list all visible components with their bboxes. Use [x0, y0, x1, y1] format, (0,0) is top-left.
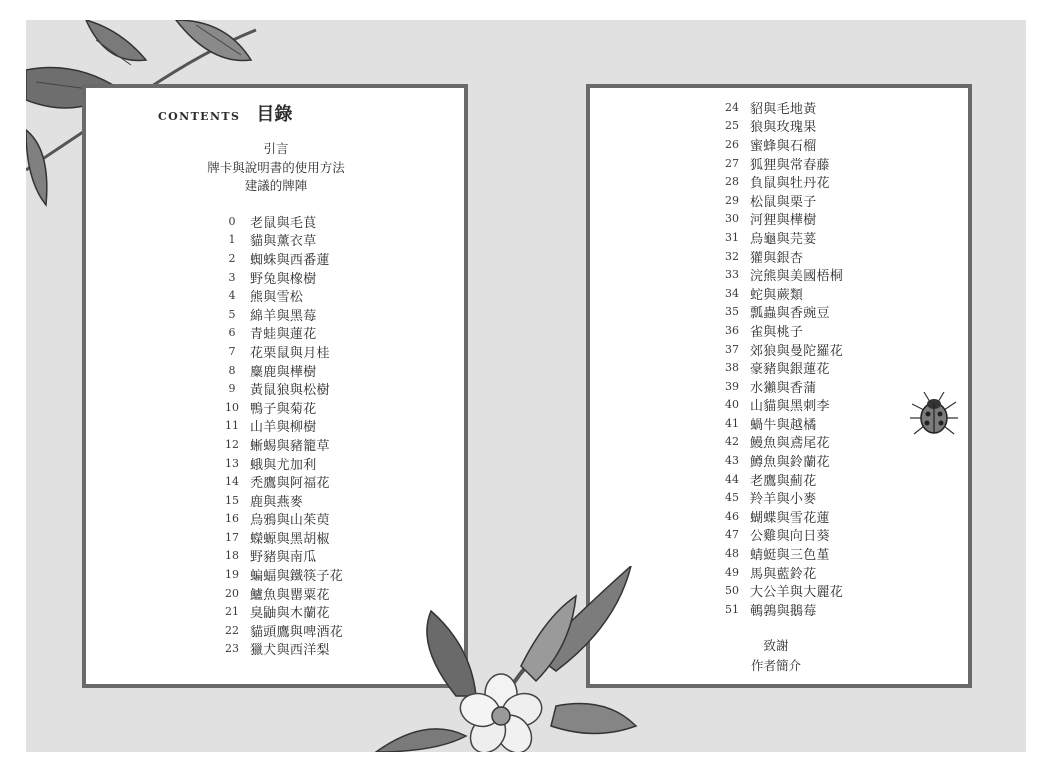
toc-entry-number: 46	[725, 509, 739, 523]
toc-entry-title: 雀與桃子	[750, 324, 804, 340]
toc-entry-title: 山羊與柳樹	[250, 420, 317, 436]
toc-entry-title: 蛇與蕨類	[750, 287, 804, 303]
contents-heading-en: CONTENTS	[158, 110, 241, 123]
toc-entry-title: 貓與薰衣草	[250, 234, 317, 250]
toc-entry[interactable]	[220, 640, 343, 659]
front-matter-item[interactable]: 引言	[263, 141, 289, 156]
toc-entry[interactable]	[720, 563, 843, 582]
toc-entry-title: 豪豬與銀蓮花	[750, 362, 830, 378]
toc-entry-number: 45	[725, 491, 739, 505]
toc-entry-number: 18	[225, 549, 239, 563]
toc-entry-title: 臭鼬與木蘭花	[250, 606, 330, 622]
toc-entry[interactable]	[220, 417, 343, 436]
toc-entry[interactable]	[720, 377, 843, 396]
toc-entry-title: 公雞與向日葵	[750, 529, 830, 545]
toc-entry-title: 青蛙與蓮花	[250, 327, 317, 343]
toc-entry-title: 綿羊與黑莓	[250, 308, 317, 324]
front-matter-item[interactable]: 牌卡與說明書的使用方法	[207, 159, 345, 175]
toc-entry-number: 42	[725, 435, 739, 449]
toc-entry-title: 花栗鼠與月桂	[250, 345, 330, 361]
toc-entry-number: 37	[725, 342, 739, 356]
front-matter-item[interactable]: 建議的牌陣	[244, 178, 308, 193]
toc-entry-number: 17	[225, 530, 239, 544]
toc-entry[interactable]	[720, 488, 843, 507]
toc-entry-title: 負鼠與牡丹花	[750, 176, 830, 192]
toc-entry[interactable]	[220, 361, 343, 380]
toc-entry-title: 鹿與燕麥	[250, 494, 304, 510]
toc-entry[interactable]	[220, 472, 343, 491]
toc-entry-title: 蝙蝠與鐵筷子花	[250, 569, 344, 585]
toc-entry-title: 蝸牛與越橘	[750, 417, 817, 433]
toc-entry-title: 鱒魚與鈴蘭花	[750, 455, 830, 471]
toc-entry[interactable]	[720, 451, 843, 470]
toc-entry-number: 36	[725, 323, 739, 337]
toc-entry-number: 20	[225, 586, 239, 600]
toc-entry-title: 烏龜與芫荽	[750, 231, 817, 247]
toc-entry[interactable]	[220, 249, 343, 268]
toc-entry[interactable]	[220, 212, 343, 231]
toc-entry[interactable]	[220, 528, 343, 547]
toc-entry-number: 27	[725, 156, 739, 170]
toc-entry-number: 14	[225, 475, 239, 489]
toc-entry-number: 26	[725, 137, 739, 151]
toc-entry-title: 河狸與樺樹	[750, 213, 817, 229]
toc-entry-number: 12	[225, 437, 239, 451]
toc-entry-title: 松鼠與栗子	[750, 194, 817, 210]
toc-entry[interactable]	[220, 565, 343, 584]
toc-list-left	[220, 212, 343, 658]
toc-entry-number: 34	[725, 286, 739, 300]
toc-entry-number: 24	[725, 100, 739, 114]
toc-entry-title: 蜘蛛與西番蓮	[250, 252, 330, 268]
toc-entry-title: 大公羊與大麗花	[750, 585, 844, 601]
toc-entry-title: 獾與銀杏	[750, 250, 804, 266]
toc-entry[interactable]	[720, 340, 843, 359]
toc-entry-number: 19	[225, 568, 239, 582]
toc-entry-number: 30	[725, 212, 739, 226]
toc-entry-number: 44	[725, 472, 739, 486]
flower-icon	[346, 566, 646, 752]
toc-entry[interactable]	[720, 135, 843, 154]
toc-entry[interactable]	[220, 454, 343, 473]
toc-entry[interactable]	[720, 303, 843, 322]
toc-entry-title: 蝴蝶與雪花蓮	[750, 510, 830, 526]
toc-entry[interactable]	[220, 547, 343, 566]
toc-entry-number: 6	[228, 326, 236, 340]
toc-entry-number: 39	[725, 379, 739, 393]
toc-entry[interactable]	[220, 584, 343, 603]
toc-entry[interactable]	[720, 154, 843, 173]
toc-entry-title: 馬與藍鈴花	[750, 566, 817, 582]
toc-entry-title: 獵犬與西洋梨	[250, 643, 330, 659]
toc-entry-title: 鱸魚與罌粟花	[250, 587, 330, 603]
toc-entry[interactable]	[720, 526, 843, 545]
toc-entry[interactable]	[720, 321, 843, 340]
toc-entry-title: 貂與毛地黃	[750, 101, 817, 117]
toc-entry[interactable]	[720, 581, 843, 600]
toc-entry[interactable]	[220, 621, 343, 640]
toc-entry-title: 浣熊與美國梧桐	[750, 269, 844, 285]
toc-entry[interactable]	[720, 507, 843, 526]
toc-entry[interactable]	[720, 172, 843, 191]
toc-entry-number: 33	[725, 268, 739, 282]
toc-entry[interactable]	[720, 284, 843, 303]
toc-entry-number: 2	[228, 251, 236, 265]
toc-entry-title: 黃鼠狼與松樹	[250, 383, 330, 399]
back-matter-item[interactable]: 致謝	[763, 638, 789, 653]
toc-entry-number: 5	[228, 307, 236, 321]
toc-entry-number: 43	[725, 454, 739, 468]
toc-entry[interactable]	[720, 228, 843, 247]
toc-entry[interactable]	[220, 305, 343, 324]
contents-heading-zh: 目錄	[256, 104, 293, 125]
toc-entry-title: 郊狼與曼陀羅花	[750, 343, 844, 359]
toc-entry-number: 41	[725, 416, 739, 430]
toc-entry-number: 23	[225, 642, 239, 656]
toc-entry-number: 0	[228, 214, 236, 228]
toc-entry-title: 水獺與香蒲	[750, 380, 817, 396]
toc-entry-number: 3	[228, 270, 236, 284]
toc-entry-title: 熊與雪松	[250, 290, 304, 306]
toc-entry-title: 鰻魚與鳶尾花	[750, 436, 830, 452]
toc-entry-number: 47	[725, 528, 739, 542]
toc-entry-title: 蛾與尤加利	[250, 457, 317, 473]
toc-entry-number: 31	[725, 230, 739, 244]
toc-entry[interactable]	[220, 398, 343, 417]
toc-entry-title: 貓頭鷹與啤酒花	[250, 624, 344, 640]
toc-entry[interactable]	[720, 470, 843, 489]
toc-entry[interactable]	[220, 510, 343, 529]
toc-entry-number: 13	[225, 456, 239, 470]
toc-entry-number: 4	[228, 289, 236, 303]
toc-entry[interactable]	[220, 268, 343, 287]
toc-entry-number: 25	[725, 119, 739, 133]
toc-entry-number: 16	[225, 512, 239, 526]
toc-entry[interactable]	[220, 435, 343, 454]
toc-entry[interactable]	[720, 358, 843, 377]
toc-entry-title: 禿鷹與阿福花	[250, 476, 330, 492]
toc-entry-title: 狐狸與常春藤	[750, 157, 830, 173]
toc-entry[interactable]	[720, 600, 843, 619]
toc-entry-number: 9	[228, 382, 236, 396]
toc-entry-title: 狼與玫瑰果	[750, 120, 817, 136]
toc-entry-title: 老鷹與薊花	[750, 473, 817, 489]
toc-entry[interactable]	[720, 98, 843, 117]
toc-entry[interactable]	[720, 191, 843, 210]
toc-entry-number: 7	[228, 344, 236, 358]
toc-entry-title: 老鼠與毛茛	[250, 215, 317, 231]
toc-entry[interactable]	[220, 491, 343, 510]
toc-entry[interactable]	[720, 433, 843, 452]
back-matter-item[interactable]: 作者簡介	[750, 658, 801, 673]
contents-heading	[158, 100, 292, 126]
book-spread	[26, 20, 1026, 752]
toc-entry-title: 山貓與黑刺李	[750, 399, 830, 415]
toc-entry-number: 50	[725, 584, 739, 598]
toc-entry-number: 29	[725, 193, 739, 207]
toc-entry-number: 10	[225, 400, 239, 414]
toc-entry[interactable]	[720, 414, 843, 433]
toc-entry[interactable]	[220, 602, 343, 621]
toc-entry-title: 蜜蜂與石榴	[750, 138, 817, 154]
toc-entry[interactable]	[720, 544, 843, 563]
toc-entry-title: 羚羊與小麥	[750, 492, 817, 508]
toc-entry[interactable]	[220, 324, 343, 343]
toc-entry-number: 28	[725, 175, 739, 189]
toc-entry-title: 蠑螈與黑胡椒	[250, 531, 330, 547]
toc-entry-title: 野兔與橡樹	[250, 271, 317, 287]
toc-entry[interactable]	[220, 379, 343, 398]
toc-entry-title: 蜻蜓與三色堇	[750, 548, 830, 564]
toc-entry-number: 22	[225, 623, 239, 637]
toc-entry[interactable]	[220, 286, 343, 305]
back-matter	[726, 636, 826, 676]
toc-entry-title: 烏鴉與山茱萸	[250, 513, 330, 529]
toc-entry-title: 鵪鶉與鵝莓	[750, 603, 817, 619]
front-matter	[176, 140, 376, 196]
toc-entry-title: 野豬與南瓜	[250, 550, 317, 566]
toc-entry-title: 瓢蟲與香豌豆	[750, 306, 830, 322]
toc-entry-number: 1	[228, 233, 236, 247]
toc-entry-title: 麋鹿與樺樹	[250, 364, 317, 380]
toc-entry-number: 32	[725, 249, 739, 263]
toc-entry[interactable]	[220, 342, 343, 361]
toc-entry-number: 35	[725, 305, 739, 319]
toc-entry-number: 48	[725, 547, 739, 561]
toc-entry-title: 蜥蜴與豬籠草	[250, 438, 330, 454]
ladybug-icon	[906, 388, 962, 444]
toc-entry[interactable]	[720, 247, 843, 266]
toc-entry-number: 11	[225, 419, 239, 433]
toc-entry[interactable]	[720, 265, 843, 284]
toc-entry-number: 8	[228, 363, 236, 377]
toc-entry-number: 49	[725, 565, 739, 579]
toc-entry[interactable]	[720, 210, 843, 229]
toc-list-right	[720, 98, 843, 619]
toc-entry-number: 15	[225, 493, 239, 507]
toc-entry-number: 38	[725, 361, 739, 375]
toc-entry-number: 21	[225, 605, 239, 619]
toc-entry-number: 40	[725, 398, 739, 412]
toc-entry[interactable]	[720, 396, 843, 415]
toc-entry-number: 51	[725, 602, 739, 616]
toc-entry[interactable]	[720, 117, 843, 136]
toc-entry-title: 鴨子與菊花	[250, 401, 317, 417]
toc-entry[interactable]	[220, 231, 343, 250]
